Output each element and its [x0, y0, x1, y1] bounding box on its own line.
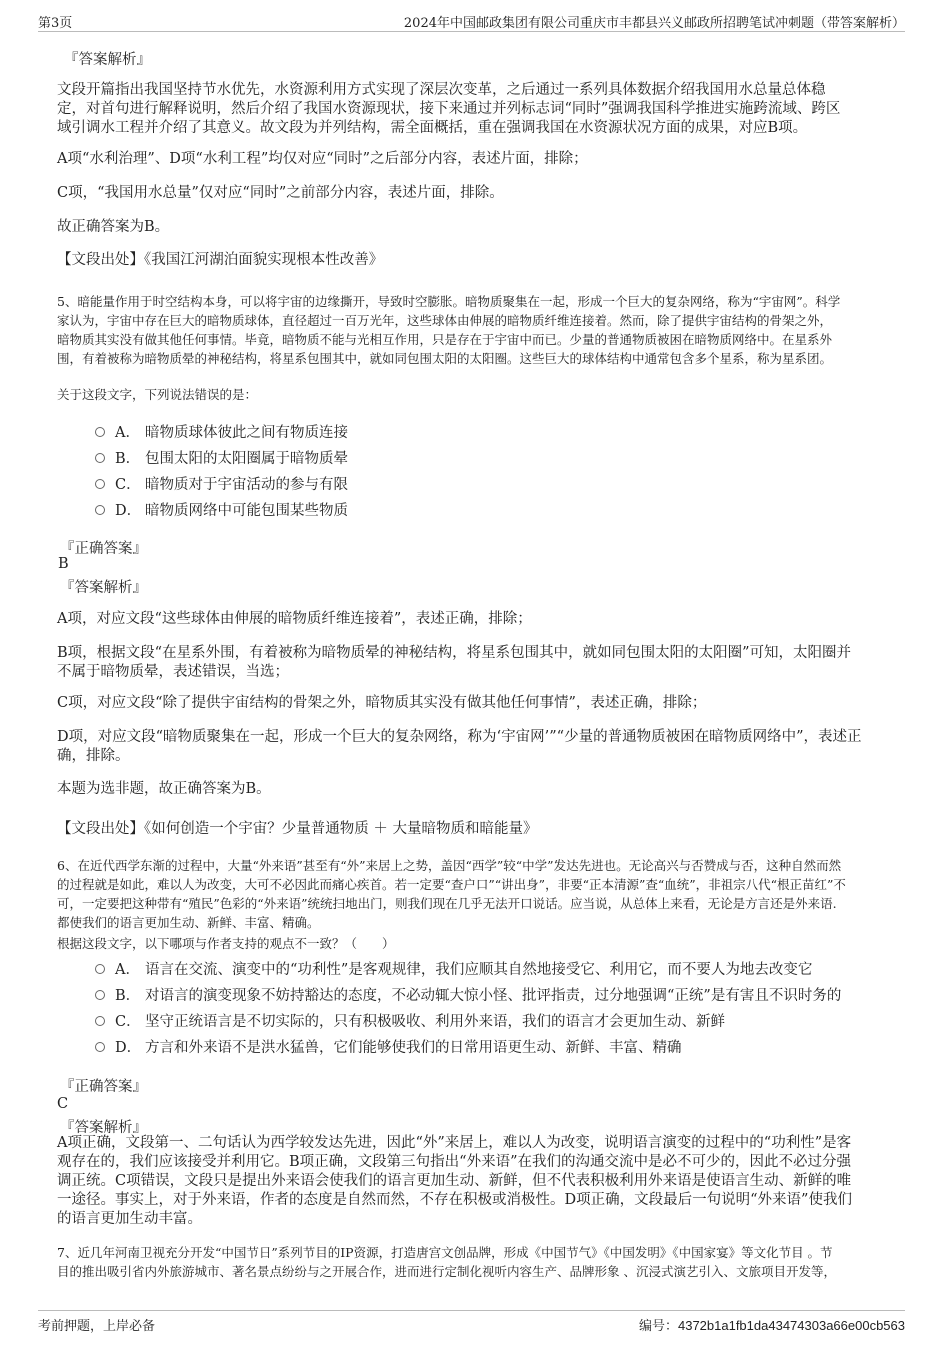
q6-analysis-line: 的语言更加生动丰富。	[57, 1211, 202, 1227]
document-code	[639, 1315, 905, 1334]
radio-icon[interactable]	[95, 1016, 105, 1026]
q5-stem-line: 围，有着被称为暗物质晕的神秘结构，将星系包围其中，就如同包围太阳的太阳圈。这些巨大的球体结构中通常包含多个星系，称为星系团。	[57, 351, 833, 366]
analysis-heading: 『答案解析』	[60, 580, 147, 596]
q5-option-b[interactable]: B． 包围太阳的太阳圈属于暗物质晕	[95, 447, 348, 468]
q7-stem-line: 7、近几年河南卫视充分开发“中国节日”系列节目的IP资源，打造唐宫文创品牌，形成《中国节气》《中国发明》《中国家宴》等文化节目 。节	[57, 1245, 833, 1260]
analysis-heading: 『答案解析』	[64, 52, 151, 68]
q6-option-c[interactable]: C． 坚守正统语言是不切实际的，只有积极吸收、利用外来语，我们的语言才会更加生动、新鲜	[95, 1010, 725, 1031]
q6-analysis-line: A项正确，文段第一、二句话认为西学较发达先进，因此“外”来居上，难以人为改变，说明语言演变的过程中的“功利性”是客	[57, 1135, 852, 1151]
q5-stem-line: 5、暗能量作用于时空结构本身，可以将宇宙的边缘撕开，导致时空膨胀。暗物质聚集在一起，形成一个巨大的复杂网络，称为“宇宙网”。科学	[57, 294, 841, 309]
radio-icon[interactable]	[95, 479, 105, 489]
q6-analysis-line: 一途径。事实上，对于外来语，作者的态度是自然而然，不存在积极或消极性。D项正确，文段最后一句说明“外来语”使我们	[57, 1192, 852, 1208]
radio-icon[interactable]	[95, 1042, 105, 1052]
radio-icon[interactable]	[95, 964, 105, 974]
q4-analysis	[57, 81, 897, 138]
q5-analysis-d-line: D项，对应文段“暗物质聚集在一起，形成一个巨大的复杂网络，称为‘宇宙网’”“少量的普通物质被困在暗物质网络中”，表述正	[57, 729, 862, 745]
page-header	[38, 9, 905, 32]
q5-question: 关于这段文字，下列说法错误的是：	[57, 387, 258, 402]
q6-question: 根据这段文字，以下哪项与作者支持的观点不一致？（ ）	[57, 936, 395, 951]
q7-stem	[57, 1243, 897, 1281]
radio-icon[interactable]	[95, 453, 105, 463]
q5-analysis-d-line: 确，排除。	[57, 748, 130, 764]
q5-analysis-b	[57, 644, 897, 682]
q4-analysis-line: 域引调水工程并介绍了其意义。故文段为并列结构，需全面概括，重在强调我国在水资源状况方面的成果，对应B项。	[57, 120, 808, 136]
q5-option-c[interactable]: C． 暗物质对于宇宙活动的参与有限	[95, 473, 348, 494]
q5-source: 【文段出处】《如何创造一个宇宙？少量普通物质 ＋ 大量暗物质和暗能量》	[57, 821, 538, 837]
q5-analysis-a: A项，对应文段“这些球体由伸展的暗物质纤维连接着”，表述正确，排除；	[57, 611, 532, 627]
q6-analysis-line: 观存在的，我们应该接受并利用它。B项正确，文段第三句指出“外来语”在我们的沟通交流中是必不可少的，因此不必过分强	[57, 1154, 851, 1170]
q6-stem	[57, 856, 897, 932]
q5-stem-line: 暗物质其实没有做其他任何事情。毕竟，暗物质不能与光相互作用，只是存在于宇宙中而已。少量的普通物质被困在暗物质网络中。在星系外	[57, 332, 833, 347]
q6-correct-answer: C	[57, 1096, 69, 1112]
q6-stem-line: 可，一定要把这种带有“殖民”色彩的“外来语”统统扫地出门，则我们现在几乎无法开口说话。应当说，从总体上来看，无论是方言还是外来语.	[57, 896, 837, 911]
radio-icon[interactable]	[95, 505, 105, 515]
q5-analysis-d	[57, 728, 897, 766]
radio-icon[interactable]	[95, 990, 105, 1000]
q6-stem-line: 6、在近代西学东渐的过程中，大量“外来语”甚至有“外”来居上之势，盖因“西学”较“中学”发达先进也。无论高兴与否赞成与否，这种自然而然	[57, 858, 842, 873]
q6-analysis-line: 调正统。C项错误，文段只是提出外来语会使我们的语言更加生动、新鲜，但不代表积极利用外来语是使语言生动、新鲜的唯	[57, 1173, 852, 1189]
q6-stem-line: 的过程就是如此，难以人为改变，大可不必因此而痛心疾首。若一定要“查户口”“讲出身”，非要“正本清源”查“血统”，非祖宗八代“根正苗红”不	[57, 877, 846, 892]
q4-analysis-line: 定，对首句进行解释说明，然后介绍了我国水资源现状，接下来通过并列标志词“同时”强调我国科学推进实施跨流域、跨区	[57, 101, 841, 117]
q5-analysis-c: C项，对应文段“除了提供宇宙结构的骨架之外，暗物质其实没有做其他任何事情”，表述正确，排除；	[57, 695, 707, 711]
correct-answer-heading: 『正确答案』	[60, 1079, 147, 1095]
radio-icon[interactable]	[95, 427, 105, 437]
q5-stem-line: 家认为，宇宙中存在巨大的暗物质球体，直径超过一百万光年，这些球体由伸展的暗物质纤维连接着。然而，除了提供宇宙结构的骨架之外，	[57, 313, 833, 328]
q6-analysis	[57, 1134, 897, 1229]
q5-option-a[interactable]: A． 暗物质球体彼此之间有物质连接	[95, 421, 348, 442]
footer-slogan: 考前押题，上岸必备	[38, 1319, 156, 1334]
q5-analysis-b-line: B项，根据文段“在星系外围，有着被称为暗物质晕的神秘结构，将星系包围其中，就如同包围太阳的太阳圈”可知，太阳圈并	[57, 645, 851, 661]
page-footer	[38, 1310, 905, 1335]
q5-correct-answer: B	[58, 556, 69, 572]
q4-analysis-line: 文段开篇指出我国坚持节水优先，水资源利用方式实现了深层次变革，之后通过一系列具体数据介绍我国用水总量总体稳	[57, 82, 826, 98]
document-title: 2024年中国邮政集团有限公司重庆市丰都县兴义邮政所招聘笔试冲刺题（带答案解析）	[403, 16, 905, 31]
analysis-heading: 『答案解析』	[60, 1120, 147, 1136]
q6-option-d[interactable]: D． 方言和外来语不是洪水猛兽，它们能够使我们的日常用语更生动、新鲜、丰富、精确	[95, 1036, 682, 1057]
q7-stem-line: 目的推出吸引省内外旅游城市、著名景点纷纷与之开展合作，进而进行定制化视听内容生产、品牌形象 、沉浸式演艺引入、文旅项目开发等，	[57, 1264, 836, 1279]
q4-option-c-note: C项，“我国用水总量”仅对应“同时”之前部分内容，表述片面，排除。	[57, 185, 504, 201]
q4-source: 【文段出处】《我国江河湖泊面貌实现根本性改善》	[57, 252, 384, 268]
q6-stem-line: 都使我们的语言更加生动、新鲜、丰富、精确。	[57, 915, 320, 930]
q4-answer: 故正确答案为B。	[57, 219, 170, 235]
q6-option-a[interactable]: A． 语言在交流、演变中的“功利性”是客观规律，我们应顺其自然地接受它、利用它，而不要人为地去改变它	[95, 958, 812, 979]
q6-option-b[interactable]: B． 对语言的演变现象不妨持豁达的态度，不必动辄大惊小怪、批评指责，过分地强调“正统”是有害且不识时务的	[95, 984, 841, 1005]
correct-answer-heading: 『正确答案』	[60, 541, 147, 557]
q5-analysis-b-line: 不属于暗物质晕，表述错误，当选；	[57, 664, 289, 680]
page-number: 第3页	[38, 16, 73, 31]
code-label: 编号：	[638, 1319, 678, 1334]
q5-option-d[interactable]: D． 暗物质网络中可能包围某些物质	[95, 499, 348, 520]
q5-answer: 本题为选非题，故正确答案为B。	[57, 781, 271, 797]
q5-stem	[57, 292, 897, 368]
code-value: 4372b1a1fb1da43474303a66e00cb563	[677, 1318, 905, 1333]
q4-option-a-note: A项“水利治理”、D项“水利工程”均仅对应“同时”之后部分内容，表述片面，排除；	[57, 151, 588, 167]
